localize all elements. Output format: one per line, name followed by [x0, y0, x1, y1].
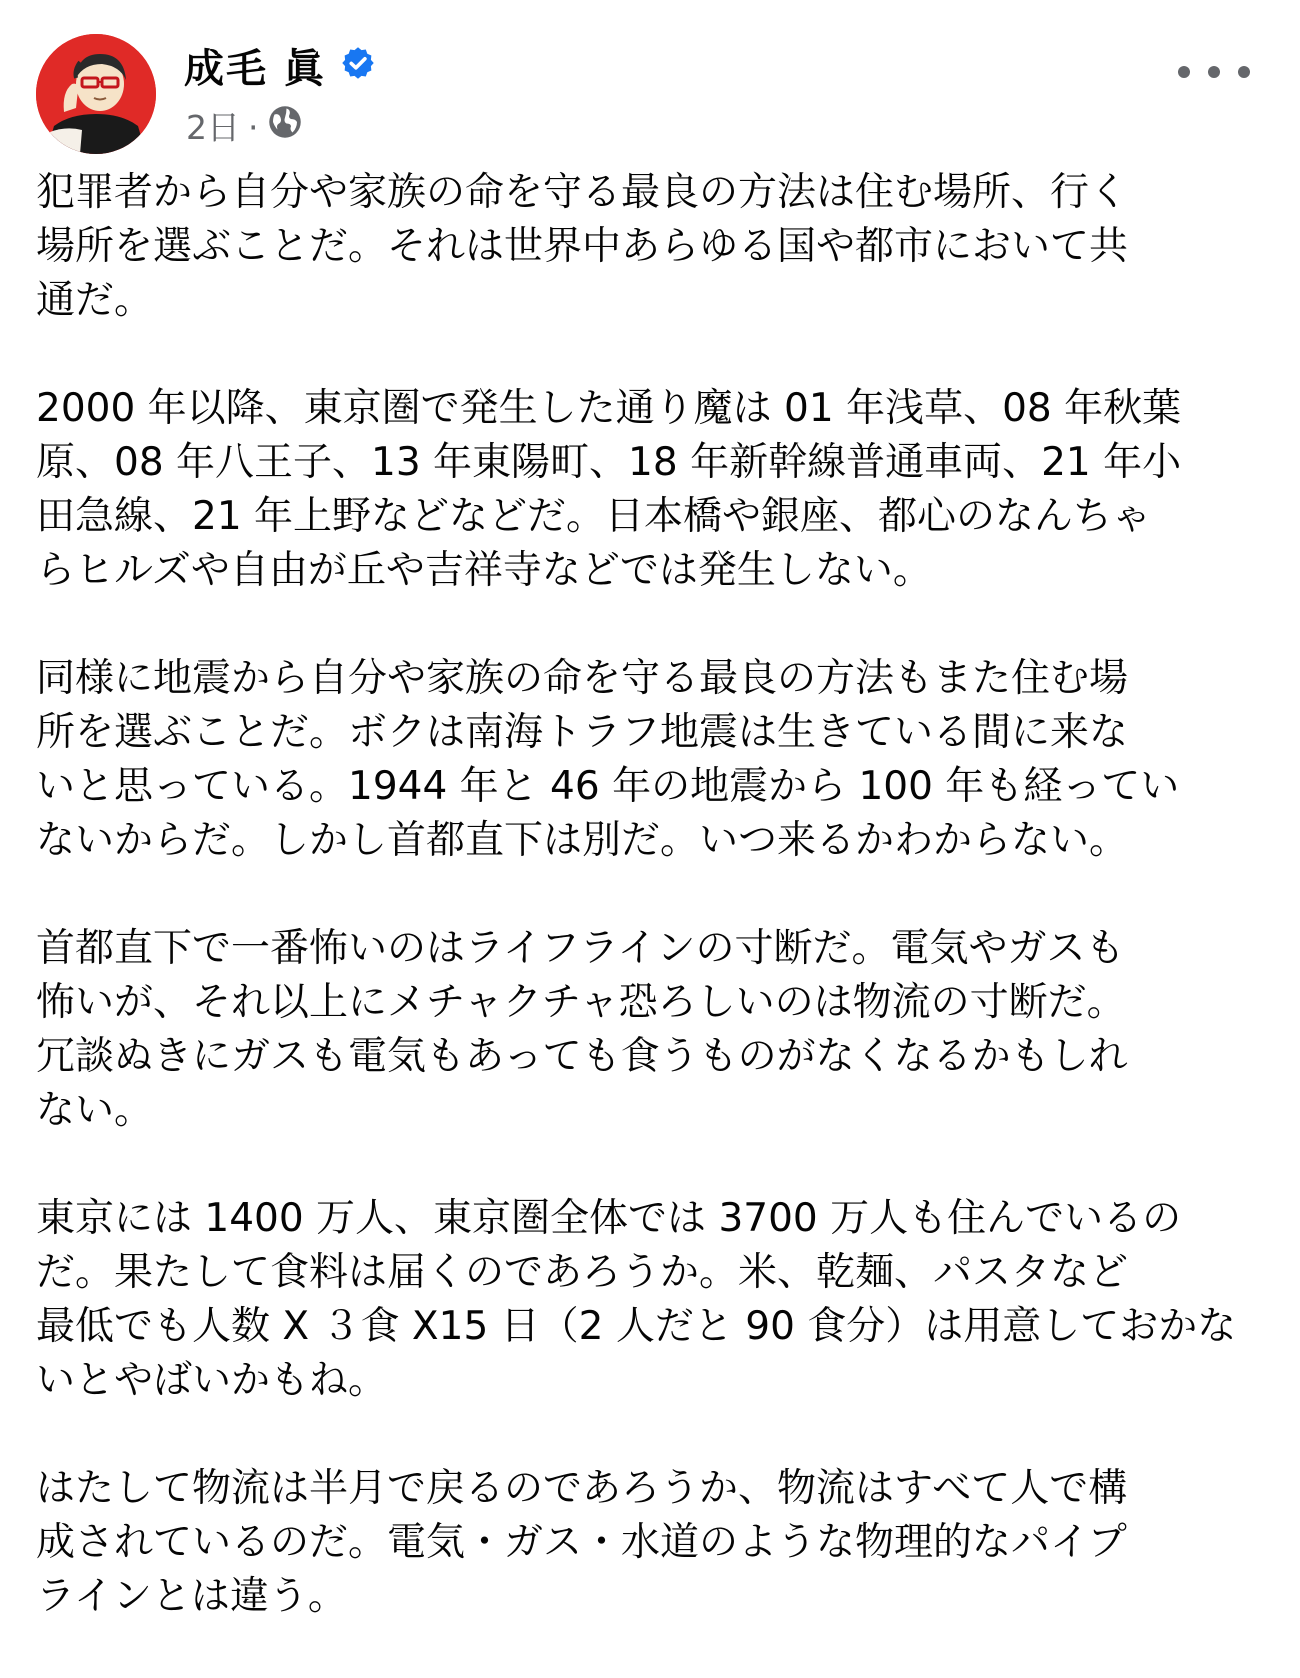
- paragraph-line: 2000 年以降、東京圏で発生した通り魔は 01 年浅草、08 年秋葉: [36, 386, 1182, 431]
- post-paragraph: [36, 166, 1276, 328]
- paragraph-line: 通だ。: [36, 278, 154, 323]
- paragraph-line: 最低でも人数 X ３食 X15 日（2 人だと 90 食分）は用意しておかな: [36, 1304, 1237, 1349]
- more-dot: [1208, 66, 1220, 78]
- paragraph-line: 同様に地震から自分や家族の命を守る最良の方法もまた住む場: [36, 656, 1129, 701]
- paragraph-line: ラインとは違う。: [36, 1574, 347, 1619]
- author-avatar[interactable]: [36, 34, 156, 154]
- paragraph-line: ないからだ。しかし首都直下は別だ。いつ来るかわからない。: [36, 818, 1129, 863]
- post-paragraph: [36, 1192, 1276, 1408]
- avatar-illustration: [36, 34, 156, 154]
- author-name-row[interactable]: [184, 44, 376, 94]
- more-dot: [1178, 66, 1190, 78]
- paragraph-line: 場所を選ぶことだ。それは世界中あらゆる国や都市において共: [36, 224, 1129, 269]
- paragraph-line: 所を選ぶことだ。ボクは南海トラフ地震は生きている間に来な: [36, 710, 1129, 755]
- paragraph-line: 成されているのだ。電気・ガス・水道のような物理的なパイプ: [36, 1520, 1127, 1565]
- post-paragraph: [36, 1462, 1276, 1624]
- paragraph-line: 犯罪者から自分や家族の命を守る最良の方法は住む場所、行く: [36, 170, 1129, 215]
- post-paragraph: [36, 922, 1276, 1138]
- post-paragraph: [36, 652, 1276, 868]
- paragraph-line: 東京には 1400 万人、東京圏全体では 3700 万人も住んでいるの: [36, 1196, 1182, 1241]
- author-name[interactable]: 成毛 眞: [184, 46, 326, 92]
- paragraph-line: はたして物流は半月で戻るのであろうか、物流はすべて人で構: [36, 1466, 1128, 1511]
- paragraph-line: 怖いが、それ以上にメチャクチャ恐ろしいのは物流の寸断だ。: [36, 980, 1126, 1025]
- paragraph-line: だ。果たして食料は届くのであろうか。米、乾麺、パスタなど: [36, 1250, 1129, 1295]
- verified-badge-icon: [340, 43, 376, 93]
- meta-separator: ·: [248, 107, 259, 147]
- paragraph-line: 原、08 年八王子、13 年東陽町、18 年新幹線普通車両、21 年小: [36, 440, 1182, 485]
- post-meta: [186, 104, 303, 151]
- post-header: [36, 34, 1266, 154]
- paragraph-line: 首都直下で一番怖いのはライフラインの寸断だ。電気やガスも: [36, 926, 1125, 971]
- post-body: [36, 166, 1276, 1678]
- more-dot: [1238, 66, 1250, 78]
- more-options-icon[interactable]: [1178, 54, 1250, 90]
- paragraph-line: ない。: [36, 1088, 154, 1133]
- globe-icon[interactable]: [267, 104, 303, 151]
- post-paragraph: [36, 382, 1276, 598]
- post-timestamp[interactable]: 2日: [186, 107, 240, 147]
- paragraph-line: 田急線、21 年上野などなどだ。日本橋や銀座、都心のなんちゃ: [36, 494, 1152, 539]
- paragraph-line: いと思っている。1944 年と 46 年の地震から 100 年も経ってい: [36, 764, 1180, 809]
- paragraph-line: らヒルズや自由が丘や吉祥寺などでは発生しない。: [36, 548, 932, 593]
- paragraph-line: 冗談ぬきにガスも電気もあっても食うものがなくなるかもしれ: [36, 1034, 1128, 1079]
- paragraph-line: いとやばいかもね。: [36, 1358, 388, 1403]
